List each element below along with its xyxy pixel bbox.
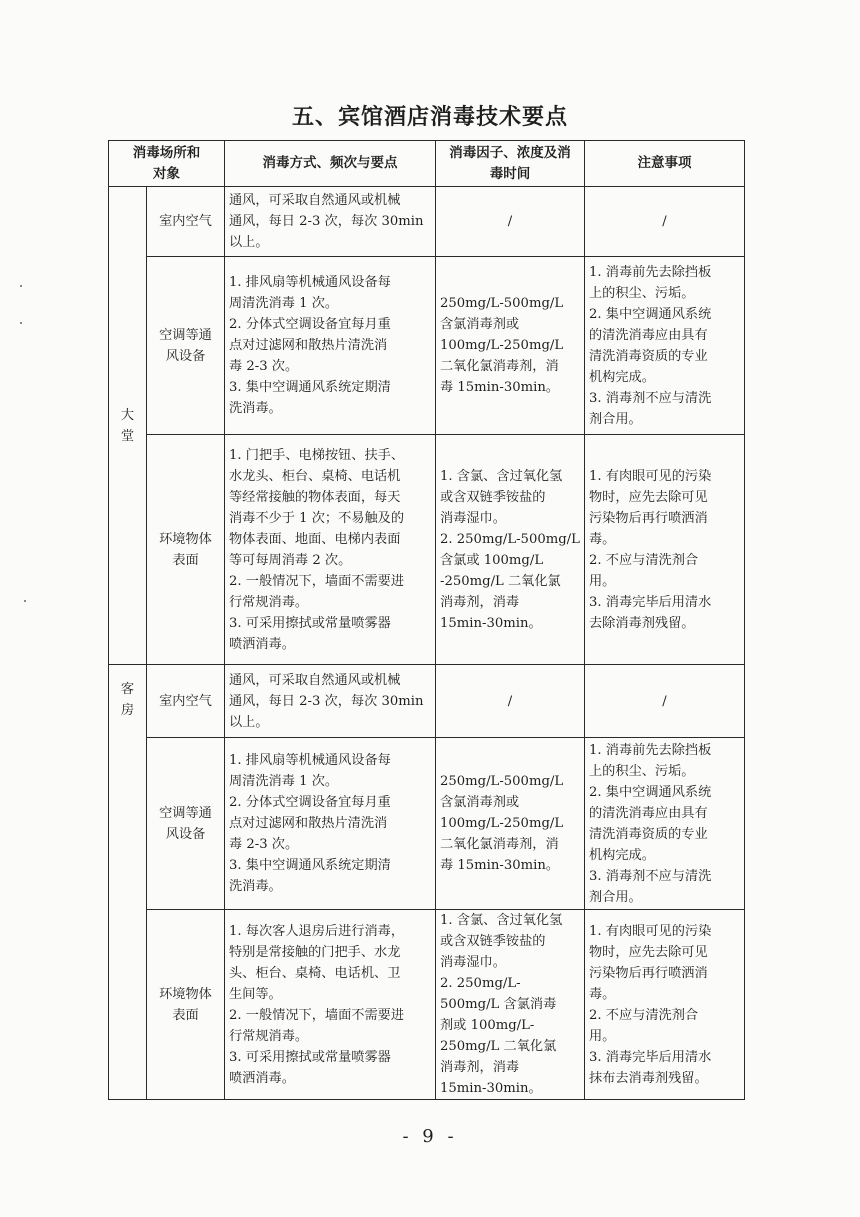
- method-cell: 1. 排风扇等机械通风设备每 周清洗消毒 1 次。 2. 分体式空调设备宜每月重 点对过滤网和散热片清洗消 毒 2-3 次。 3. 集中空调通风系统定期清 洗消毒。: [225, 257, 436, 435]
- notes-cell: /: [585, 665, 745, 738]
- page-number: - 9 -: [402, 1126, 458, 1147]
- method-cell: 1. 每次客人退房后进行消毒， 特别是常接触的门把手、水龙 头、柜台、桌椅、电话机、卫 生间等。 2. 一般情况下，墙面不需要进 行常规消毒。 3. 可采用擦拭或常量喷雾器 喷洒消毒。: [225, 910, 436, 1100]
- method-cell: 通风，可采取自然通风或机械 通风，每日 2-3 次，每次 30min 以上。: [225, 187, 436, 257]
- factor-cell: 1. 含氯、含过氧化氢 或含双链季铵盐的 消毒湿巾。 2. 250mg/L- 500mg/L 含氯消毒 剂或 100mg/L- 250mg/L 二氧化氯 消毒剂，消毒 15min-30min。: [436, 910, 585, 1100]
- table-row: [109, 738, 745, 910]
- header-notes: 注意事项: [585, 141, 745, 187]
- area-cell: 大 堂: [109, 187, 147, 665]
- table-row: [109, 910, 745, 1100]
- object-cell: 室内空气: [147, 665, 225, 738]
- table-row: [109, 257, 745, 435]
- table-row: [109, 187, 745, 257]
- factor-cell: 250mg/L-500mg/L 含氯消毒剂或 100mg/L-250mg/L 二氧化氯消毒剂，消 毒 15min-30min。: [436, 738, 585, 910]
- factor-cell: /: [436, 187, 585, 257]
- factor-cell: /: [436, 665, 585, 738]
- object-cell: 空调等通 风设备: [147, 257, 225, 435]
- disinfection-table: [108, 140, 745, 1100]
- table-row: [109, 665, 745, 738]
- notes-cell: /: [585, 187, 745, 257]
- method-cell: 1. 排风扇等机械通风设备每 周清洗消毒 1 次。 2. 分体式空调设备宜每月重 点对过滤网和散热片清洗消 毒 2-3 次。 3. 集中空调通风系统定期清 洗消毒。: [225, 738, 436, 910]
- header-factor: 消毒因子、浓度及消 毒时间: [436, 141, 585, 187]
- notes-cell: 1. 消毒前先去除挡板 上的积尘、污垢。 2. 集中空调通风系统 的清洗消毒应由具有 清洗消毒资质的专业 机构完成。 3. 消毒剂不应与清洗 剂合用。: [585, 257, 745, 435]
- object-cell: 空调等通 风设备: [147, 738, 225, 910]
- table-row: [109, 435, 745, 665]
- method-cell: 通风，可采取自然通风或机械 通风，每日 2-3 次，每次 30min 以上。: [225, 665, 436, 738]
- method-cell: 1. 门把手、电梯按钮、扶手、 水龙头、柜台、桌椅、电话机 等经常接触的物体表面，每天 消毒不少于 1 次；不易触及的 物体表面、地面、电梯内表面 等可每周消毒 2 次。 2. 一般情况下，墙面不需要进 行常规消毒。 3. 可采用擦拭或常量喷雾器 喷洒消毒。: [225, 435, 436, 665]
- header-site-object: 消毒场所和 对象: [109, 141, 225, 187]
- notes-cell: 1. 有肉眼可见的污染 物时，应先去除可见 污染物后再行喷洒消 毒。 2. 不应与清洗剂合 用。 3. 消毒完毕后用清水 抹布去消毒剂残留。: [585, 910, 745, 1100]
- factor-cell: 1. 含氯、含过氧化氢 或含双链季铵盐的 消毒湿巾。 2. 250mg/L-500mg/L 含氯或 100mg/L -250mg/L 二氧化氯 消毒剂，消毒 15min-30min。: [436, 435, 585, 665]
- page-title: 五、宾馆酒店消毒技术要点: [291, 105, 568, 130]
- object-cell: 环境物体 表面: [147, 910, 225, 1100]
- notes-cell: 1. 有肉眼可见的污染 物时，应先去除可见 污染物后再行喷洒消 毒。 2. 不应与清洗剂合 用。 3. 消毒完毕后用清水 去除消毒剂残留。: [585, 435, 745, 665]
- table-header-row: [109, 141, 745, 187]
- object-cell: 环境物体 表面: [147, 435, 225, 665]
- factor-cell: 250mg/L-500mg/L 含氯消毒剂或 100mg/L-250mg/L 二氧化氯消毒剂，消 毒 15min-30min。: [436, 257, 585, 435]
- object-cell: 室内空气: [147, 187, 225, 257]
- header-method: 消毒方式、频次与要点: [225, 141, 436, 187]
- area-cell: 客 房: [109, 665, 147, 1100]
- notes-cell: 1. 消毒前先去除挡板 上的积尘、污垢。 2. 集中空调通风系统 的清洗消毒应由具有 清洗消毒资质的专业 机构完成。 3. 消毒剂不应与清洗 剂合用。: [585, 738, 745, 910]
